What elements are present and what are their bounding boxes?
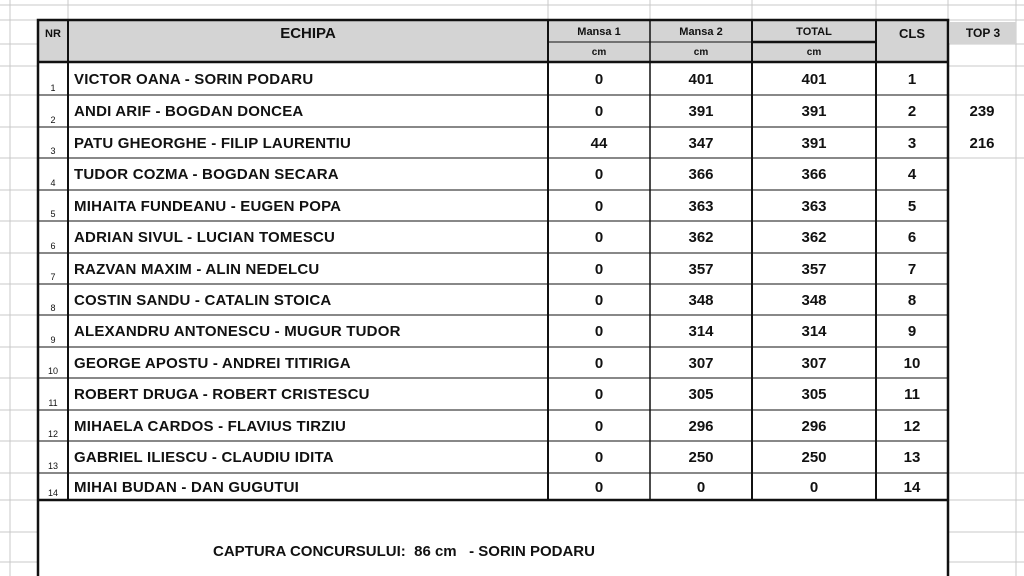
mansa2-value: 314 bbox=[688, 323, 714, 340]
team-name: ROBERT DRUGA - ROBERT CRISTESCU bbox=[74, 386, 370, 403]
row-number: 4 bbox=[50, 178, 56, 188]
total-value: 348 bbox=[801, 291, 827, 309]
mansa1-value: 0 bbox=[594, 323, 604, 340]
team-name: ANDI ARIF - BOGDAN DONCEA bbox=[74, 103, 304, 120]
row-number: 6 bbox=[50, 241, 56, 251]
total-value: 296 bbox=[801, 417, 827, 435]
row-number: 3 bbox=[50, 146, 56, 156]
header-nr: NR bbox=[45, 28, 61, 40]
team-name: ALEXANDRU ANTONESCU - MUGUR TUDOR bbox=[74, 323, 401, 340]
rank-value: 7 bbox=[907, 260, 917, 278]
top3-value bbox=[948, 63, 1016, 95]
total-value: 366 bbox=[801, 166, 827, 183]
top3-value bbox=[948, 159, 1016, 190]
top3-value bbox=[948, 285, 1016, 315]
mansa2-value: 401 bbox=[688, 70, 714, 88]
top3-value bbox=[948, 316, 1016, 347]
top3-value bbox=[948, 379, 1016, 410]
top3-header: TOP 3 bbox=[950, 22, 1016, 44]
rank-value: 2 bbox=[907, 103, 917, 120]
team-name: MIHAI BUDAN - DAN GUGUTUI bbox=[74, 478, 299, 496]
mansa2-value: 357 bbox=[688, 260, 714, 278]
team-name: RAZVAN MAXIM - ALIN NEDELCU bbox=[74, 260, 320, 278]
mansa2-value: 305 bbox=[688, 386, 714, 403]
total-value: 307 bbox=[801, 354, 827, 372]
mansa1-value: 0 bbox=[594, 166, 604, 183]
row-number: 5 bbox=[50, 209, 56, 219]
mansa1-value: 0 bbox=[594, 229, 604, 246]
team-name: MIHAITA FUNDEANU - EUGEN POPA bbox=[74, 197, 342, 215]
mansa2-value: 347 bbox=[688, 134, 714, 152]
rank-value: 9 bbox=[907, 323, 917, 340]
total-value: 0 bbox=[809, 478, 819, 496]
rank-value: 13 bbox=[903, 449, 921, 466]
row-number: 13 bbox=[47, 461, 58, 471]
row-number: 10 bbox=[47, 366, 58, 376]
team-name: PATU GHEORGHE - FILIP LAURENTIU bbox=[74, 134, 352, 152]
total-value: 391 bbox=[801, 134, 827, 152]
header-cls: CLS bbox=[899, 25, 925, 41]
row-number: 1 bbox=[50, 83, 56, 93]
mansa1-value: 0 bbox=[594, 449, 604, 466]
team-name: GEORGE APOSTU - ANDREI TITIRIGA bbox=[74, 354, 351, 372]
header-total-unit: cm bbox=[806, 46, 822, 58]
total-value: 357 bbox=[801, 260, 827, 278]
top3-value bbox=[948, 348, 1016, 378]
mansa1-value: 0 bbox=[594, 478, 604, 496]
team-name: MIHAELA CARDOS - FLAVIUS TIRZIU bbox=[74, 417, 347, 435]
rank-value: 4 bbox=[907, 166, 917, 183]
team-name: VICTOR OANA - SORIN PODARU bbox=[74, 70, 314, 88]
row-number: 7 bbox=[50, 272, 56, 282]
top3-value bbox=[948, 411, 1016, 441]
rank-value: 10 bbox=[903, 354, 921, 372]
row-number: 12 bbox=[47, 429, 58, 439]
top3-value: 216 bbox=[969, 134, 995, 152]
mansa1-value: 0 bbox=[594, 354, 604, 372]
row-number: 11 bbox=[48, 398, 58, 408]
top3-value bbox=[948, 191, 1016, 221]
total-value: 401 bbox=[801, 70, 827, 88]
mansa2-value: 348 bbox=[688, 291, 714, 309]
rank-value: 14 bbox=[903, 478, 921, 496]
row-number: 8 bbox=[50, 303, 56, 313]
mansa1-value: 0 bbox=[594, 386, 604, 403]
mansa2-value: 362 bbox=[688, 229, 714, 246]
mansa1-value: 0 bbox=[594, 291, 604, 309]
mansa1-value: 0 bbox=[594, 417, 604, 435]
mansa2-value: 391 bbox=[688, 103, 714, 120]
mansa2-value: 250 bbox=[688, 449, 714, 466]
rank-value: 12 bbox=[903, 417, 921, 435]
rank-value: 5 bbox=[907, 197, 917, 215]
mansa1-value: 0 bbox=[594, 70, 604, 88]
top3-value bbox=[948, 222, 1016, 253]
rank-value: 8 bbox=[907, 291, 917, 309]
header-mansa2: Mansa 2 bbox=[679, 26, 723, 38]
header-mansa1: Mansa 1 bbox=[577, 26, 621, 38]
team-name: COSTIN SANDU - CATALIN STOICA bbox=[74, 291, 332, 309]
mansa1-value: 0 bbox=[594, 103, 604, 120]
header-echipa: ECHIPA bbox=[280, 24, 336, 42]
mansa1-value: 44 bbox=[590, 134, 608, 152]
mansa2-value: 0 bbox=[696, 478, 706, 496]
top3-value bbox=[948, 474, 1016, 500]
rank-value: 11 bbox=[904, 386, 920, 403]
team-name: ADRIAN SIVUL - LUCIAN TOMESCU bbox=[74, 229, 336, 246]
total-value: 391 bbox=[801, 103, 827, 120]
mansa2-value: 296 bbox=[688, 417, 714, 435]
header-mansa1-unit: cm bbox=[591, 46, 607, 58]
top3-value bbox=[948, 442, 1016, 473]
total-value: 305 bbox=[801, 386, 827, 403]
mansa2-value: 366 bbox=[688, 166, 714, 183]
row-number: 2 bbox=[50, 115, 56, 125]
header-mansa2-unit: cm bbox=[693, 46, 709, 58]
team-name: TUDOR COZMA - BOGDAN SECARA bbox=[74, 166, 339, 183]
total-value: 250 bbox=[801, 449, 827, 466]
rank-value: 3 bbox=[907, 134, 917, 152]
top3-value bbox=[948, 254, 1016, 284]
mansa1-value: 0 bbox=[594, 260, 604, 278]
team-name: GABRIEL ILIESCU - CLAUDIU IDITA bbox=[74, 449, 334, 466]
contest-catch-note: CAPTURA CONCURSULUI: 86 cm - SORIN PODARU bbox=[213, 543, 595, 560]
mansa2-value: 363 bbox=[688, 197, 714, 215]
row-number: 14 bbox=[47, 488, 58, 498]
mansa1-value: 0 bbox=[594, 197, 604, 215]
rank-value: 6 bbox=[907, 229, 917, 246]
total-value: 362 bbox=[801, 229, 827, 246]
total-value: 363 bbox=[801, 197, 827, 215]
mansa2-value: 307 bbox=[688, 354, 714, 372]
total-value: 314 bbox=[801, 323, 827, 340]
top3-value: 239 bbox=[969, 103, 995, 120]
row-number: 9 bbox=[50, 335, 56, 345]
header-total: TOTAL bbox=[796, 26, 832, 38]
rank-value: 1 bbox=[907, 70, 917, 88]
